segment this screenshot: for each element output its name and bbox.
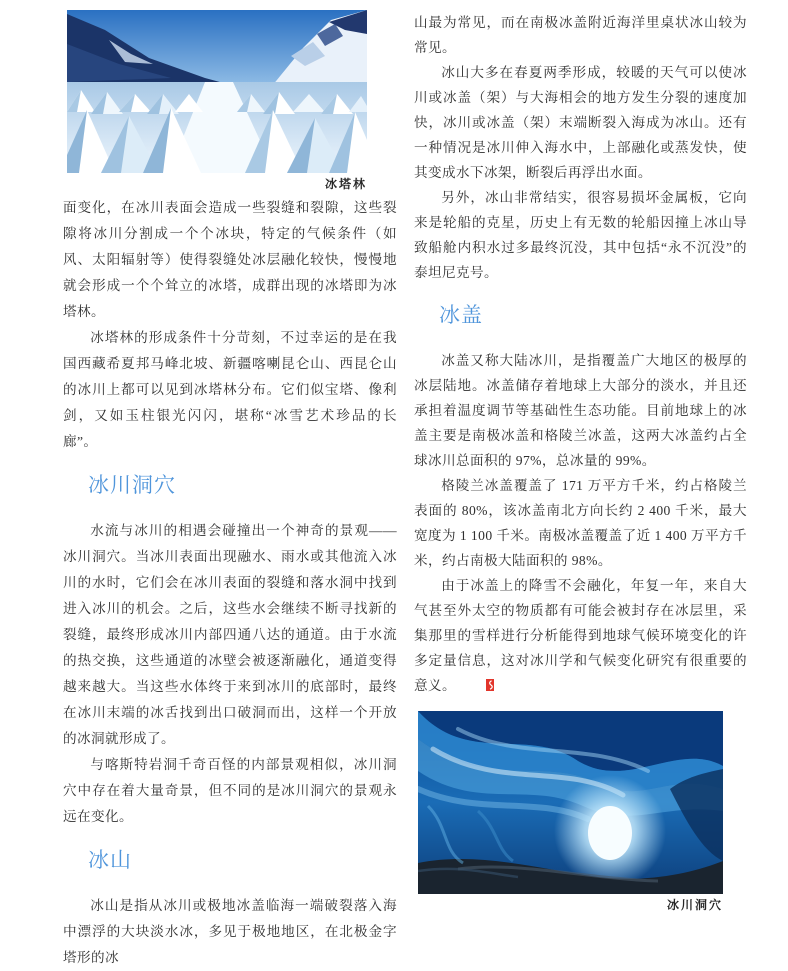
section-heading-iceberg: 冰山 (88, 849, 132, 872)
paragraph-ice-sheet-1: 冰盖又称大陆冰川，是指覆盖广大地区的极厚的冰层陆地。冰盖储存着地球上大部分的淡水，并且还承担着温度调节等基础性生态功能。目前地球上的冰盖主要是南极冰盖和格陵兰冰盖，这两大冰盖约占全球冰川总面积的 97%，总冰量的 99%。 (414, 353, 747, 468)
paragraph-cave-2: 与喀斯特岩洞千奇百怪的内部景观相似，冰川洞穴中存在着大量奇景，但不同的是冰川洞穴的景观永远在变化。 (63, 757, 397, 824)
paragraph-cave-1: 水流与冰川的相遇会碰撞出一个神奇的景观——冰川洞穴。当冰川表面出现融水、雨水或其他流入冰川的水时，它们会在冰川表面的裂缝和落水洞中找到进入冰川的机会。之后，这些水会继续不断寻找新的裂缝，最终形成冰川内部四通八达的通道。由于水流的热交换，这些通道的冰壁会被逐渐融化，通道变得越来越大。当这些水体终于来到冰川的底部时，最终在冰川末端的冰舌找到出口破洞而出，这样一个开放的冰洞就形成了。 (63, 523, 397, 746)
ice-cave-photo (418, 711, 723, 894)
paragraph-iceberg-continuation: 山最为常见，而在南极冰盖附近海洋里桌状冰山较为常见。 (414, 15, 747, 55)
right-column (414, 10, 747, 912)
article-end-mark-icon (459, 674, 494, 699)
paragraph-ice-sheet-3-text: 由于冰盖上的降雪不会融化，年复一年，来自大气甚至外太空的物质都有可能会被封存在冰层里，采集那里的雪样进行分析能得到地球气候环境变化的许多定量信息，这对冰川学和气候变化研究有很重要的意义。 (414, 578, 747, 693)
paragraph-iceberg-start: 冰山是指从冰川或极地冰盖临海一端破裂落入海中漂浮的大块淡水冰，多见于极地地区，在北极金字塔形的冰 (63, 898, 397, 965)
paragraph-ice-sheet-2: 格陵兰冰盖覆盖了 171 万平方千米，约占格陵兰表面的 80%，该冰盖南北方向长约 2 400 千米，最大宽度为 1 100 千米。南极冰盖覆盖了近 1 400 万平方千米，约占南极大陆面积的 98%。 (414, 478, 747, 568)
ice-cave-figure (418, 711, 723, 912)
paragraph-iceberg-3: 另外，冰山非常结实，很容易损坏金属板，它向来是轮船的克星，历史上有无数的轮船因撞上冰山导致船舱内积水过多最终沉没，其中包括“永不沉没”的泰坦尼克号。 (414, 190, 747, 280)
figure-caption-ice-cave: 冰川洞穴 (666, 898, 723, 912)
section-heading-glacier-cave: 冰川洞穴 (88, 474, 176, 497)
paragraph-continuation: 面变化，在冰川表面会造成一些裂缝和裂隙，这些裂隙将冰川分割成一个个冰块，特定的气候条件（如风、太阳辐射等）使得裂缝处冰层融化较快，慢慢地就会形成一个个耸立的冰塔，成群出现的冰塔即为冰塔林。 (63, 200, 397, 319)
ice-towers-photo (67, 10, 367, 173)
ice-towers-figure (67, 10, 367, 191)
section-heading-ice-sheet: 冰盖 (439, 304, 483, 327)
paragraph-iceberg-2: 冰山大多在春夏两季形成，较暖的天气可以使冰川或冰盖（架）与大海相会的地方发生分裂的速度加快，冰川或冰盖（架）末端断裂入海成为冰山。还有一种情况是冰川伸入海水中，上部融化或蒸发快，使其变成水下冰架，断裂后再浮出水面。 (414, 65, 747, 180)
left-column (63, 10, 397, 965)
figure-caption-ice-towers: 冰塔林 (324, 177, 367, 191)
paragraph-ice-towers: 冰塔林的形成条件十分苛刻，不过幸运的是在我国西藏希夏邦马峰北坡、新疆喀喇昆仑山、西昆仑山的冰川上都可以见到冰塔林分布。它们似宝塔、像利剑，又如玉柱银光闪闪，堪称“冰雪艺术珍品的长廊”。 (63, 330, 397, 449)
paragraph-ice-sheet-3 (414, 573, 747, 699)
